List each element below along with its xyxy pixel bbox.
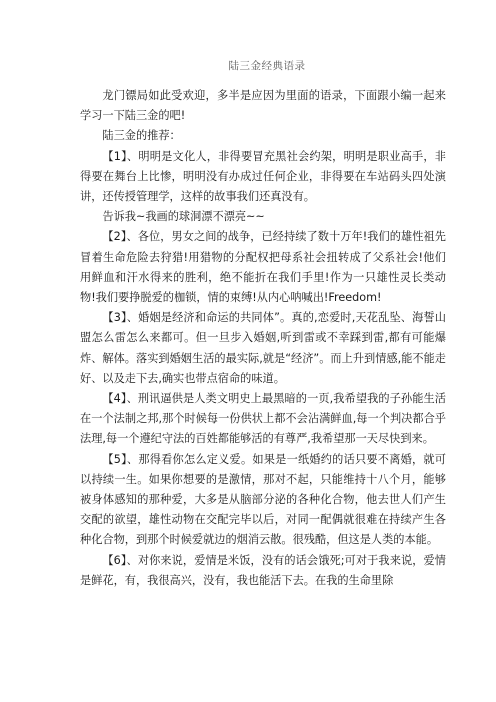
intro-paragraph: 龙门镖局如此受欢迎，多半是应因为里面的语录，下面跟小编一起来学习一下陆三金的吧! — [80, 89, 446, 123]
quote-paragraph-4: 【4】、刑讯逼供是人类文明史上最黑暗的一页,我希望我的子孙能生活在一个法制之邦,那个时候每一份供状上都不会沾满鲜血,每一个判决都合乎法理,每一个遵纪守法的百姓都能够活的有尊严,我希望那一天尽快到来。 — [80, 392, 446, 446]
document-body — [80, 86, 446, 591]
quote-aside: 告诉我~我画的球洞漂不漂亮~~ — [102, 210, 265, 224]
quote-paragraph-2: 【2】、各位，男女之间的战争，已经持续了数十万年!我们的雄性祖先冒着生命危险去狩猎!用猎物的分配权把母系社会扭转成了父系社会!他们用鲜血和汗水得来的胜利，绝不能折在我们手里!作为一只雄性灵长类动物!我们要挣脱爱的枷锁，情的束缚!从内心呐喊出!Freedom! — [80, 230, 446, 305]
quote-paragraph-1: 【1】、明明是文化人，非得要冒充黑社会约架，明明是职业高手，非得要在舞台上比惨，明明没有办成过任何企业，非得要在车站码头四处演讲，还传授管理学，这样的故事我们还真没有。 — [80, 149, 446, 204]
quote-paragraph-5: 【5】、那得看你怎么定义爱。如果是一纸婚约的话只要不离婚，就可以持续一生。如果你想要的是激情，那对不起，只能维持十八个月，能够被身体感知的那种爱，大多是从脑部分泌的各种化合物，他去世人们产生交配的欲望，雄性动物在交配完毕以后，对同一配偶就很难在持续产生各种化合物，到那个时候爱就边的烟消云散。很残酷，但这是人类的本能。 — [80, 452, 446, 547]
quote-paragraph-6: 【6】、对你来说，爱情是米饭，没有的话会饿死;可对于我来说，爱情是鲜花，有，我很高兴，没有，我也能活下去。在我的生命里除 — [80, 553, 446, 587]
quote-paragraph-3: 【3】、婚姻是经济和命运的共同体”。真的,恋爱时,天花乱坠、海誓山盟怎么雷怎么来都可。但一旦步入婚姻,听到雷或不幸踩到雷,都有可能爆炸、解体。落实到婚姻生活的最实际,就是“经济”。而上升到情感,能不能走好、以及走下去,确实也带点宿命的味道。 — [80, 311, 446, 385]
document-title: 陆三金经典语录 — [228, 60, 306, 72]
recommendation-heading: 陆三金的推荐： — [102, 129, 181, 143]
